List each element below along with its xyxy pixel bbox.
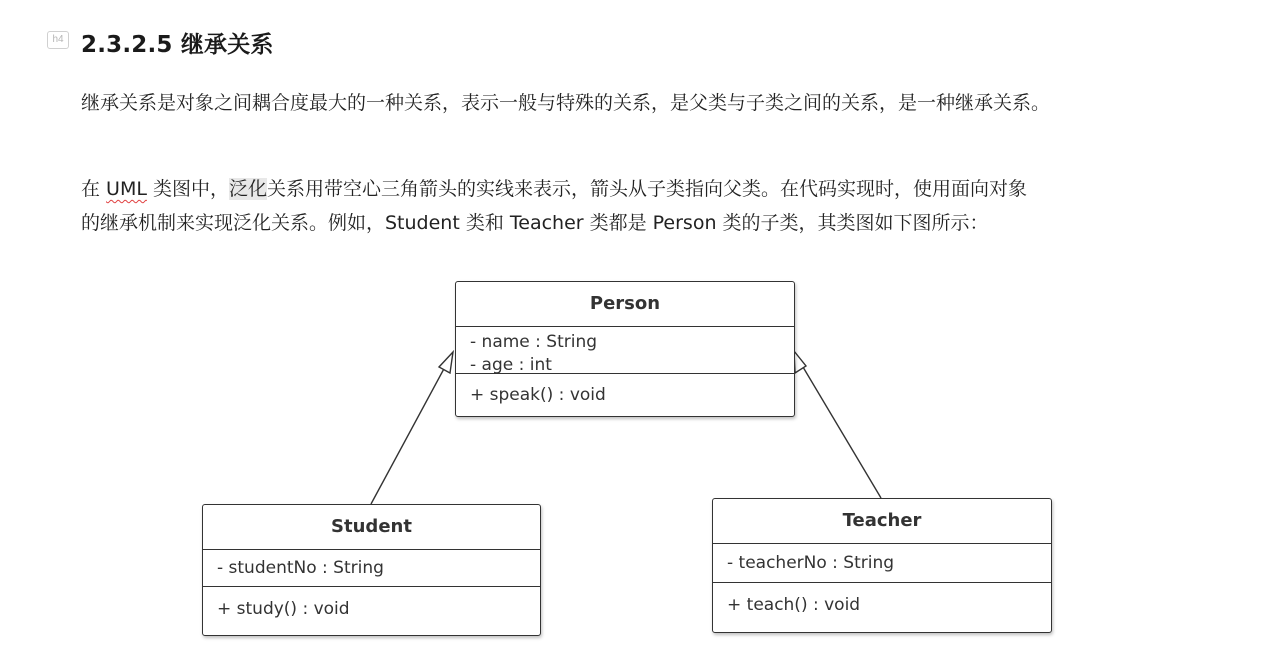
section-heading: 2.3.2.5 继承关系	[81, 32, 274, 58]
p2-text-b: 类图中，	[146, 178, 229, 200]
hollow-triangle-arrowhead	[439, 352, 453, 373]
class-teacher[interactable]	[712, 498, 1052, 633]
class-person-name: Person	[456, 282, 794, 327]
p2-text-line2: 的继承机制来实现泛化关系。例如，Student 类和 Teacher 类都是 Person 类的子类，其类图如下图所示：	[81, 212, 989, 234]
class-teacher-operations	[713, 583, 1051, 628]
attribute-age: - age : int	[470, 355, 552, 375]
operation-speak: + speak() : void	[470, 385, 606, 405]
p2-text-c: 关系用带空心三角箭头的实线来表示，箭头从子类指向父类。在代码实现时，使用面向对象	[267, 178, 1028, 200]
class-person[interactable]	[455, 281, 795, 417]
operation-teach: + teach() : void	[727, 595, 861, 615]
class-student-operations	[203, 587, 540, 631]
p2-text-a: 在	[81, 178, 107, 200]
class-person-attributes	[456, 327, 794, 374]
generalization-student-to-person	[371, 352, 453, 504]
attribute-studentno: - studentNo : String	[217, 558, 384, 578]
paragraph-inheritance-definition: 继承关系是对象之间耦合度最大的一种关系，表示一般与特殊的关系，是父类与子类之间的关系，是一种继承关系。	[81, 92, 1051, 114]
spellcheck-word-uml[interactable]: UML	[106, 178, 147, 200]
attribute-teacherno: - teacherNo : String	[727, 553, 895, 573]
heading-level-badge[interactable]: h4	[47, 31, 69, 49]
selected-text-highlight[interactable]: 泛化	[228, 178, 267, 200]
generalization-teacher-to-person	[794, 351, 881, 498]
operation-study: + study() : void	[217, 599, 350, 619]
class-teacher-name: Teacher	[713, 499, 1051, 544]
attribute-name: - name : String	[470, 332, 598, 352]
class-student-name: Student	[203, 505, 540, 550]
class-teacher-attributes	[713, 544, 1051, 583]
class-person-operations	[456, 374, 794, 417]
class-student[interactable]	[202, 504, 541, 636]
class-student-attributes	[203, 550, 540, 587]
